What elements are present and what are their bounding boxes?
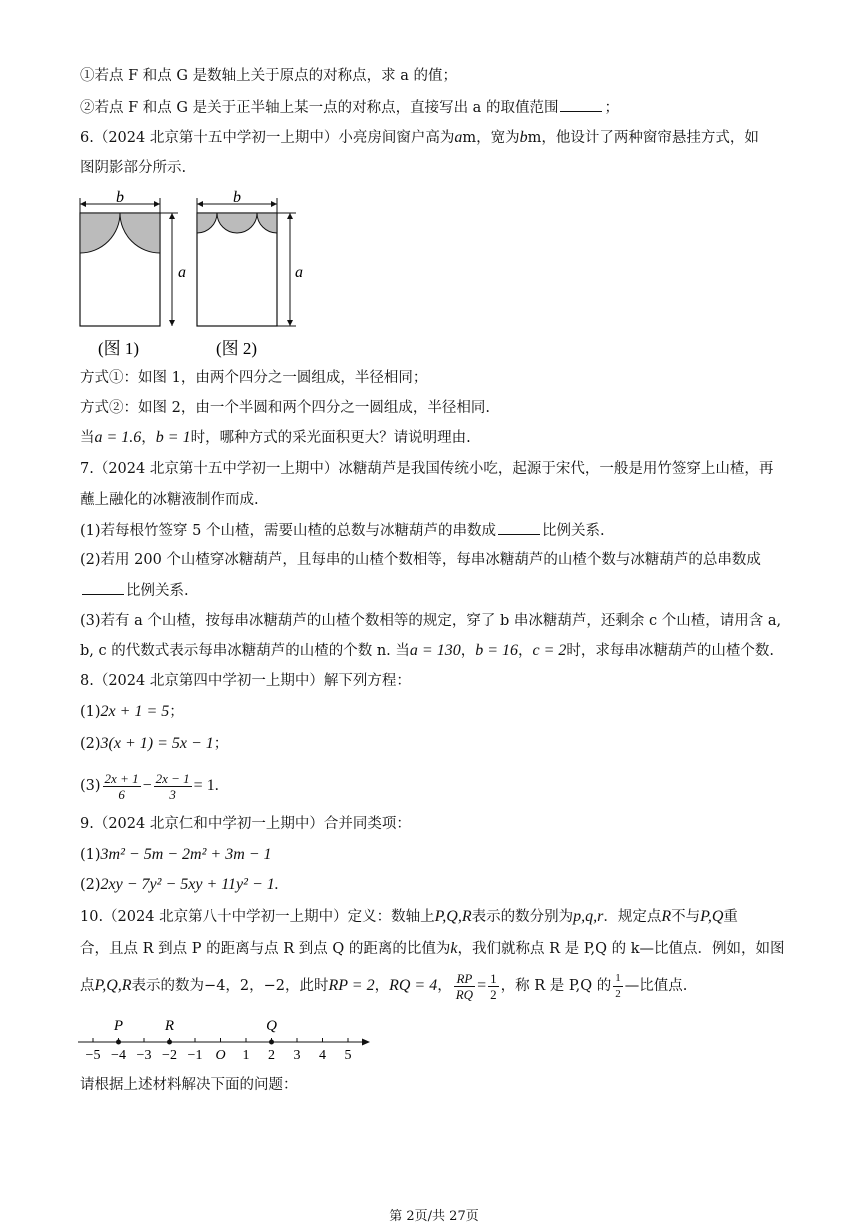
page-footer: 第 2页/共 27页 bbox=[389, 1209, 479, 1224]
question-7-part-3-cont: b, c 的代数式表示每串冰糖葫芦的山楂的个数 n. 当a = 130，b = 16，c = 2时，求每串冰糖葫芦的山楂个数. bbox=[80, 642, 775, 659]
question-6: 6.（2024 北京第十五中学初一上期中）小亮房间窗户高为am，宽为bm，他设计了两种窗帘悬挂方式，如 bbox=[80, 129, 759, 146]
equation-3: (3) $\frac{2x + 1}{6}$ − $\frac{2x - 1}{3}$ = 1. bbox=[80, 770, 219, 802]
question-7-part-3: (3)若有 a 个山楂，按每串冰糖葫芦的山楂个数相等的规定，穿了 b 串冰糖葫芦，还剩余 c 个山楂，请用含 a, bbox=[80, 613, 782, 629]
point-p-label: P bbox=[113, 1018, 124, 1034]
fig1-label-b: b bbox=[116, 189, 124, 206]
tick-label: −1 bbox=[187, 1048, 203, 1063]
question-10-instruction: 请根据上述材料解决下面的问题： bbox=[80, 1077, 298, 1093]
tick-label: 4 bbox=[319, 1048, 326, 1063]
question-7-part-1: (1)若每根竹签穿 5 个山楂，需要山楂的总数与冰糖葫芦的串数成 比例关系. bbox=[80, 520, 605, 541]
expression-1: (1)3m² − 5m − 2m² + 3m − 1 bbox=[80, 846, 272, 863]
point-r-label: R bbox=[164, 1018, 175, 1034]
fig2-label-a: a bbox=[295, 264, 303, 281]
question-9: 9.（2024 北京仁和中学初一上期中）合并同类项： bbox=[80, 816, 411, 832]
tick-label: 5 bbox=[344, 1048, 352, 1063]
fig1-label-a: a bbox=[178, 264, 186, 281]
arrow-icon bbox=[362, 1039, 370, 1046]
number-line bbox=[78, 1015, 378, 1065]
expression-2: (2)2xy − 7y² − 5xy + 11y² − 1. bbox=[80, 876, 279, 893]
question-6-condition: 当a = 1.6，b = 1时，哪种方式的采光面积更大？请说明理由. bbox=[80, 429, 471, 446]
fig2-label-b: b bbox=[233, 189, 241, 206]
question-10-cont: 合，且点 R 到点 P 的距离与点 R 到点 Q 的距离的比值为k，我们就称点 R 是 P,Q 的 k—比值点．例如，如图 bbox=[80, 940, 785, 957]
point-r-dot bbox=[167, 1040, 172, 1045]
window-figures bbox=[70, 182, 310, 362]
question-5-part-2: ②若点 F 和点 G 是关于正半轴上某一点的对称点，直接写出 a 的取值范围 ； bbox=[80, 97, 619, 118]
question-10: 10.（2024 北京第八十中学初一上期中）定义：数轴上P,Q,R表示的数分别为p,q,r．规定点R不与P,Q重 bbox=[80, 908, 738, 925]
question-7-part-2-cont: 比例关系. bbox=[80, 580, 189, 601]
answer-blank[interactable] bbox=[498, 520, 540, 535]
method-2: 方式②：如图 2，由一个半圆和两个四分之一圆组成，半径相同. bbox=[80, 400, 490, 416]
tick-label: O bbox=[215, 1048, 226, 1063]
figure-2 bbox=[197, 189, 303, 358]
equation-1: (1)2x + 1 = 5； bbox=[80, 703, 184, 720]
figure-1 bbox=[80, 189, 186, 358]
equation-2: (2)3(x + 1) = 5x − 1； bbox=[80, 735, 229, 752]
tick-label: −2 bbox=[162, 1048, 177, 1063]
fig1-caption: (图 1) bbox=[98, 339, 140, 358]
method-1: 方式①：如图 1，由两个四分之一圆组成，半径相同； bbox=[80, 370, 428, 386]
question-6-cont: 图阴影部分所示. bbox=[80, 160, 187, 176]
question-8: 8.（2024 北京第四中学初一上期中）解下列方程： bbox=[80, 673, 411, 689]
tick-label: −5 bbox=[85, 1048, 101, 1063]
question-10-example: 点P,Q,R表示的数为−4，2，−2，此时RP = 2，RQ = 4， $\frac{RP}{RQ}$ = $\frac{1}{2}$ ，称 R 是 P,Q 的 $\frac{1}{2}$ —比值点. bbox=[80, 970, 688, 1002]
tick-label: 1 bbox=[242, 1048, 250, 1063]
answer-blank[interactable] bbox=[560, 97, 602, 112]
question-5-part-1: ①若点 F 和点 G 是数轴上关于原点的对称点，求 a 的值； bbox=[80, 68, 457, 84]
tick-label: 3 bbox=[293, 1048, 301, 1063]
tick-label: 2 bbox=[268, 1048, 275, 1063]
point-p-dot bbox=[116, 1040, 121, 1045]
point-q-dot bbox=[269, 1040, 274, 1045]
question-7: 7.（2024 北京第十五中学初一上期中）冰糖葫芦是我国传统小吃，起源于宋代，一般是用竹签穿上山楂，再 bbox=[80, 461, 774, 477]
question-7-part-2: (2)若用 200 个山楂穿冰糖葫芦，且每串的山楂个数相等，每串冰糖葫芦的山楂个数与冰糖葫芦的总串数成 bbox=[80, 552, 761, 568]
tick-label: −3 bbox=[136, 1048, 152, 1063]
point-q-label: Q bbox=[266, 1018, 277, 1034]
tick-label: −4 bbox=[111, 1048, 126, 1063]
answer-blank[interactable] bbox=[82, 580, 124, 595]
question-7-cont: 蘸上融化的冰糖液制作而成. bbox=[80, 492, 259, 508]
fig2-caption: (图 2) bbox=[216, 339, 258, 358]
